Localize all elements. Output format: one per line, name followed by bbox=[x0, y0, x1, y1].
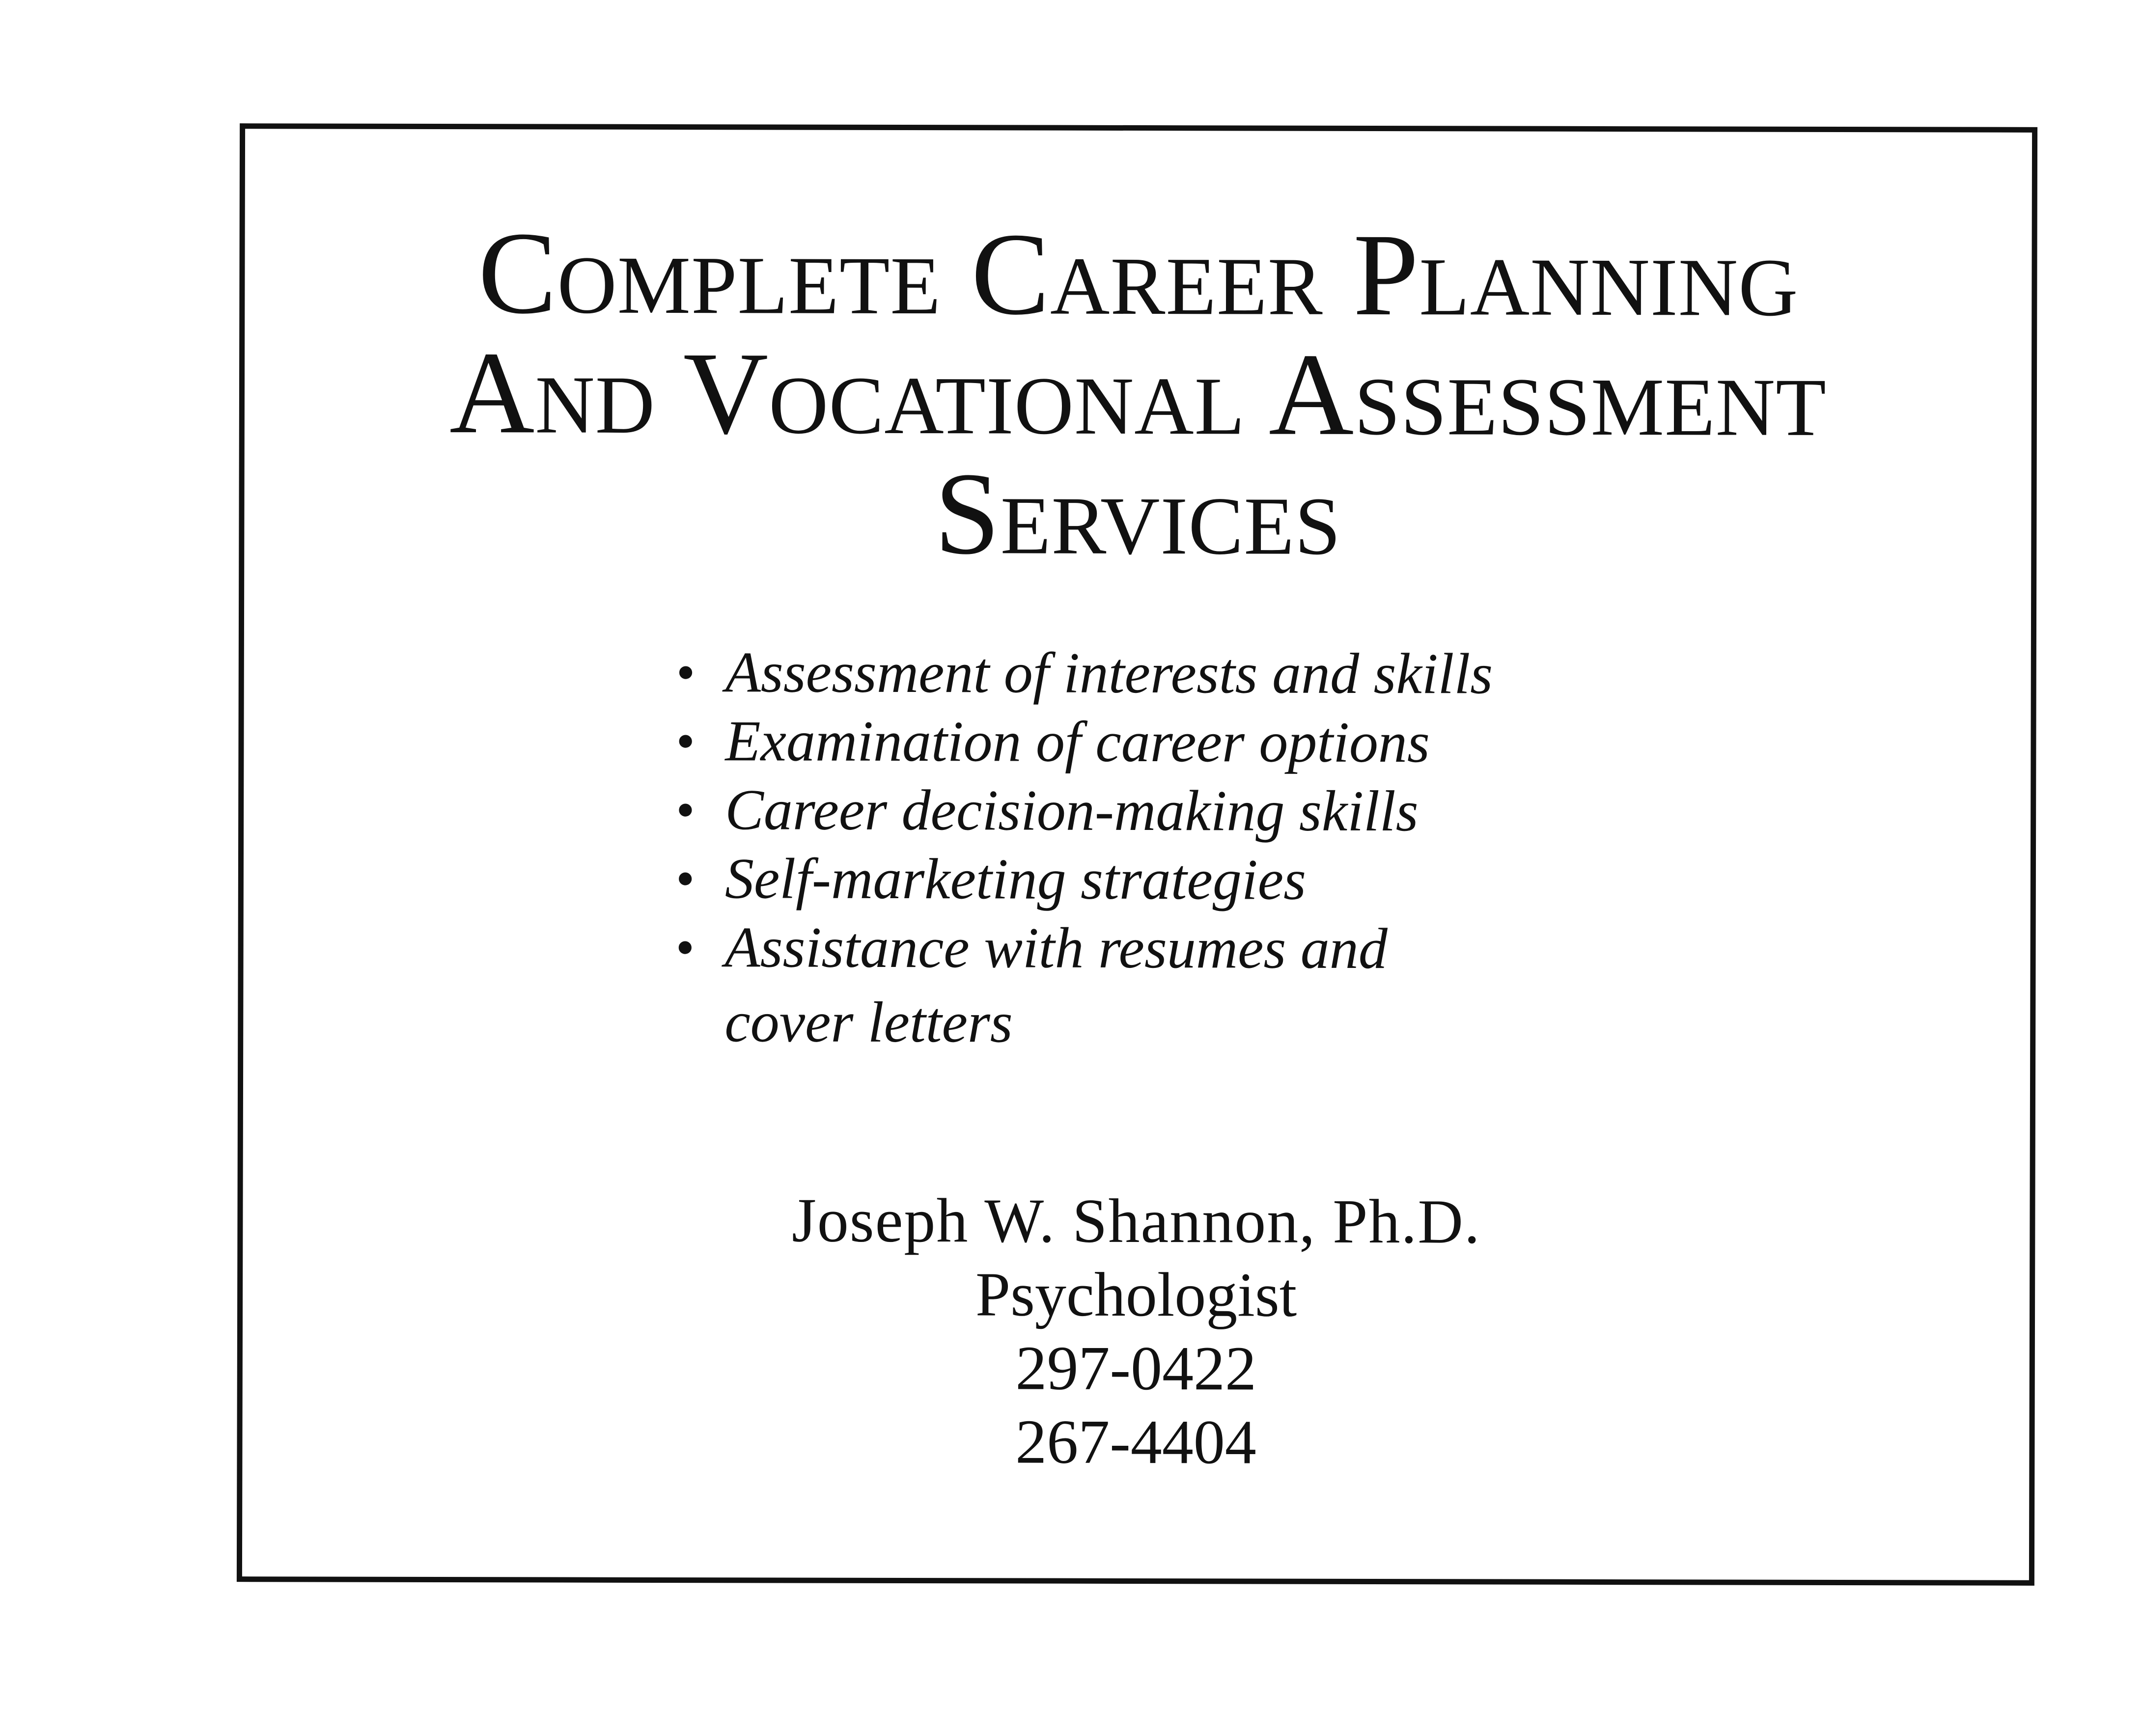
bullet-icon: • bbox=[676, 780, 695, 840]
service-text: Assessment of interests and skills bbox=[725, 640, 1493, 706]
service-item bbox=[676, 638, 1493, 708]
service-text: Assistance with resumes and bbox=[724, 915, 1388, 981]
contact-phone-2: 267-4404 bbox=[1015, 1406, 1256, 1477]
advertisement-box bbox=[237, 123, 2037, 1586]
service-text-continuation: cover letters bbox=[724, 990, 1013, 1055]
bullet-icon: • bbox=[676, 711, 696, 772]
service-item bbox=[676, 775, 1493, 846]
title-line-1: Complete Career Planning bbox=[478, 207, 1799, 341]
bullet-icon: • bbox=[675, 917, 695, 978]
contact-profession: Psychologist bbox=[975, 1259, 1297, 1330]
service-item bbox=[676, 844, 1493, 914]
service-text: Examination of career options bbox=[725, 709, 1430, 775]
advertisement-title bbox=[244, 207, 2032, 579]
services-list bbox=[675, 638, 1493, 1058]
bullet-icon: • bbox=[676, 642, 696, 703]
title-line-3: Services bbox=[934, 448, 1341, 579]
contact-name: Joseph W. Shannon, Ph.D. bbox=[791, 1185, 1481, 1257]
service-item bbox=[676, 707, 1493, 777]
contact-phone-1: 297-0422 bbox=[1015, 1333, 1257, 1404]
service-text: Self-marketing strategies bbox=[724, 846, 1307, 912]
contact-block bbox=[242, 1182, 2030, 1481]
service-item bbox=[675, 913, 1492, 1058]
service-text: Career decision-making skills bbox=[725, 777, 1419, 844]
bullet-icon: • bbox=[675, 849, 695, 909]
title-line-2: And Vocational Assessment bbox=[449, 327, 1827, 461]
